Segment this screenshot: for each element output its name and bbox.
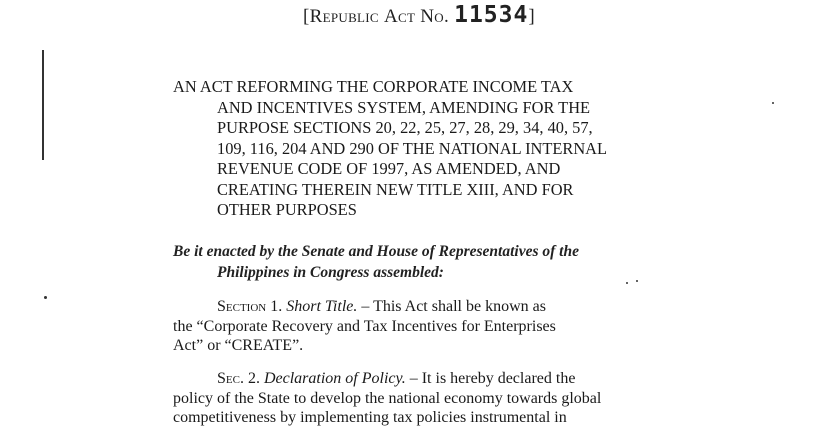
section-1-text: This Act shall be known as <box>373 298 546 315</box>
enacting-line-2: Philippines in Congress assembled: <box>217 264 444 281</box>
scan-speck-left <box>44 296 47 299</box>
title-line-7: OTHER PURPOSES <box>217 200 357 219</box>
section-1-line-2: the “Corporate Recovery and Tax Incentives for Enterprises <box>173 317 556 335</box>
act-label: Act <box>383 6 416 27</box>
republic-label: Republic <box>309 6 379 27</box>
section-2-line-3: competitiveness by implementing tax policies instrumental in <box>173 409 567 426</box>
scan-speck-right-1 <box>772 102 774 104</box>
bracket-open: [ <box>303 6 310 27</box>
title-line-4: 109, 116, 204 AND 290 OF THE NATIONAL INTERNAL <box>217 138 608 158</box>
act-number: 11534 <box>454 2 529 28</box>
title-line-5: REVENUE CODE OF 1997, AS AMENDED, AND <box>217 159 561 178</box>
republic-act-header <box>0 2 838 28</box>
scan-speck-right-2 <box>626 282 628 284</box>
title-line-2: AND INCENTIVES SYSTEM, AMENDING FOR THE <box>217 97 591 117</box>
act-title <box>173 77 653 221</box>
enacting-clause <box>173 241 653 283</box>
enacting-line-1: Be it enacted by the Senate and House of Representatives of the <box>173 243 579 260</box>
no-label: No. <box>420 6 450 27</box>
section-1-line-1 <box>173 297 653 317</box>
title-line-6: CREATING THEREIN NEW TITLE XIII, AND FOR <box>217 179 574 199</box>
title-line-1: AN ACT REFORMING THE CORPORATE INCOME TAX <box>173 77 574 96</box>
section-2-line-1 <box>173 369 653 389</box>
section-1-heading: Short Title. <box>286 298 358 315</box>
section-2-text: It is hereby declared the <box>421 370 576 387</box>
title-line-3: PURPOSE SECTIONS 20, 22, 25, 27, 28, 29, 34, 40, 57, <box>217 118 593 137</box>
section-1-label: Section 1. <box>217 298 283 315</box>
bracket-close: ] <box>528 6 535 27</box>
section-1-dash: – <box>357 298 374 315</box>
section-2-heading: Declaration of Policy. <box>263 370 406 387</box>
section-2-dash: – <box>405 370 422 387</box>
section-1-line-3: Act” or “CREATE”. <box>173 337 304 354</box>
section-2-label: Sec. 2. <box>217 370 260 387</box>
section-1 <box>173 297 653 356</box>
binding-mark-left <box>42 50 44 160</box>
scan-speck-right-3 <box>636 280 638 282</box>
section-2 <box>173 369 653 428</box>
section-2-line-2: policy of the State to develop the national economy towards global <box>173 389 602 407</box>
